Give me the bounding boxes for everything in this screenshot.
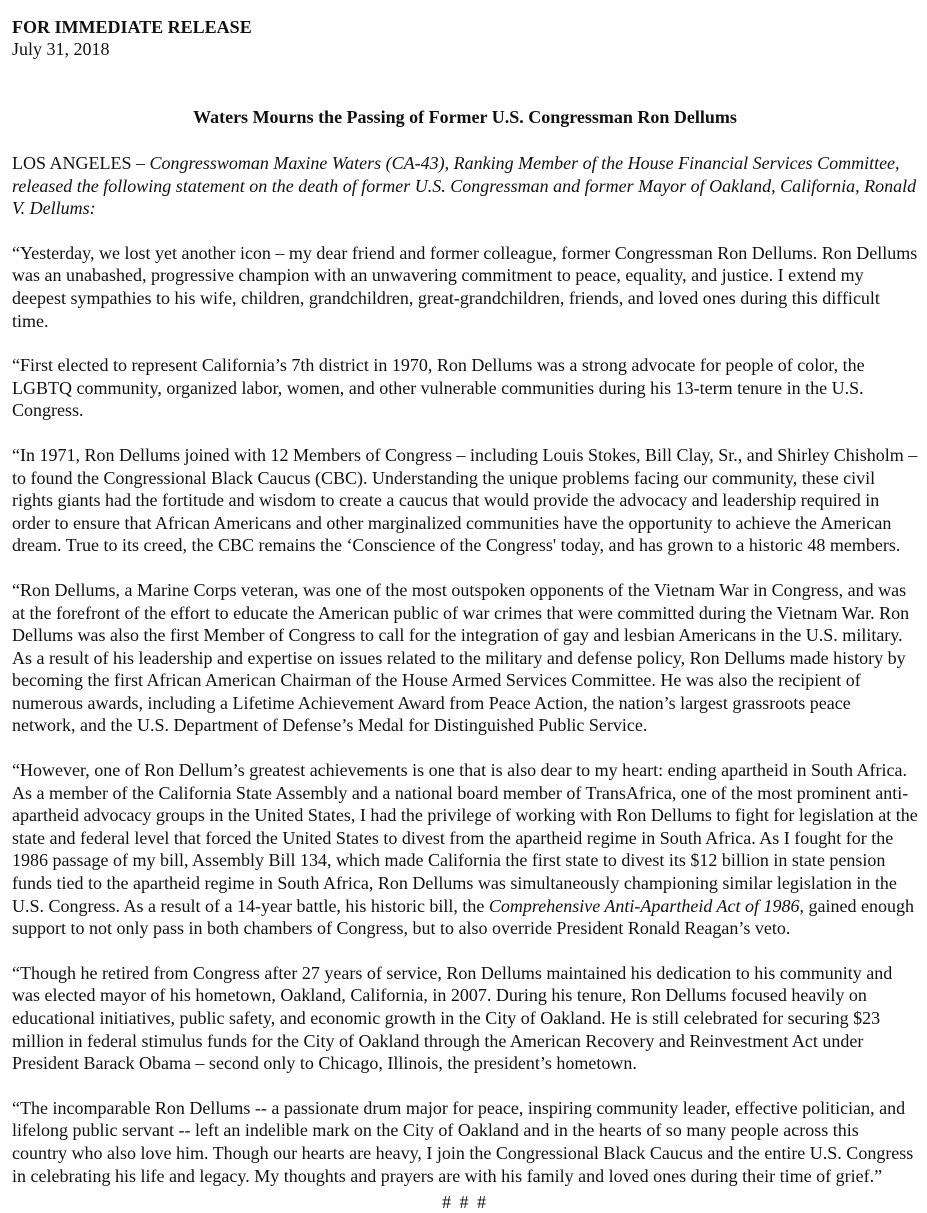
paragraph-cbc: “In 1971, Ron Dellums joined with 12 Members of Congress – including Louis Stokes, Bill Clay, Sr., and Shirley Chisholm – to found the Congressional Black Caucus (CBC). Understanding the unique problems facing our community, these civil rights giants had the fortitude and wisdom to create a caucus that would provide the advocacy and leadership required in order to ensure that African Americans and other marginalized communities have the opportunity to achieve the American dream. True to its creed, the CBC remains the ‘Conscience of the Congress' today, and has grown to a historic 48 members. [12, 444, 918, 556]
paragraph-career: “First elected to represent California’s 7th district in 1970, Ron Dellums was a strong advocate for people of color, the LGBTQ community, organized labor, women, and other vulnerable communities during his 13-term tenure in the U.S. Congress. [12, 355, 865, 421]
headline: Waters Mourns the Passing of Former U.S. Congressman Ron Dellums [193, 107, 737, 127]
lede-text: Congresswoman Maxine Waters (CA-43), Ranking Member of the House Financial Services Committee, released the following statement on the death of former U.S. Congressman and former Mayor of Oakland, California, Ronald V. Dellums: [12, 153, 917, 219]
lede-paragraph [12, 152, 918, 220]
paragraph-tribute: “Yesterday, we lost yet another icon – my dear friend and former colleague, former Congressman Ron Dellums. Ron Dellums was an unabashed, progressive champion with an unwavering commitment to peace, equality, and justice. I extend my deepest sympathies to his wife, children, grandchildren, great-grandchildren, friends, and loved ones during this difficult time. [12, 242, 918, 331]
release-date: July 31, 2018 [12, 39, 110, 59]
apartheid-text-after: , gained enough support to not only pass in both chambers of Congress, but to also override President Ronald Reagan’s veto. [12, 895, 915, 939]
end-mark: # # # [442, 1192, 488, 1213]
bill-title: Comprehensive Anti-Apartheid Act of 1986 [488, 895, 800, 916]
release-label: FOR IMMEDIATE RELEASE [12, 17, 252, 37]
apartheid-text-before: “However, one of Ron Dellum’s greatest achievements is one that is also dear to my heart: ending apartheid in South Africa. As a member of the California State Assembly and a national board member of TransAfrica, one of the most prominent anti-apartheid advocacy groups in the United States, I had the privilege of working with Ron Dellums to fight for legislation at the state and federal level that forced the United States to divest from the apartheid regime in South Africa. As I fought for the 1986 passage of my bill, Assembly Bill 134, which made California the first state to divest its $12 billion in state pension funds tied to the apartheid regime in South Africa, Ron Dellums was simultaneously championing similar legislation in the U.S. Congress. As a result of a 14-year battle, his historic bill, the [12, 760, 918, 916]
paragraph-apartheid [12, 759, 918, 940]
paragraph-military: “Ron Dellums, a Marine Corps veteran, was one of the most outspoken opponents of the Vietnam War in Congress, and was at the forefront of the effort to educate the American public of war crimes that were committed during the Vietnam War. Ron Dellums was also the first Member of Congress to call for the integration of gay and lesbian Americans in the U.S. military. As a result of his leadership and expertise on issues related to the military and defense policy, Ron Dellums made history by becoming the first African American Chairman of the House Armed Services Committee. He was also the recipient of numerous awards, including a Lifetime Achievement Award from Peace Action, the nation’s largest grassroots peace network, and the U.S. Department of Defense’s Medal for Distinguished Public Service. [12, 579, 910, 736]
dateline: LOS ANGELES – [12, 153, 150, 173]
paragraph-closing: “The incomparable Ron Dellums -- a passionate drum major for peace, inspiring community leader, effective politician, and lifelong public servant -- left an indelible mark on the City of Oakland and in the hearts of so many people across this country who also love him. Though our hearts are heavy, I join the Congressional Black Caucus and the entire U.S. Congress in celebrating his life and legacy. My thoughts and prayers are with his family and loved ones during their time of grief.” [12, 1097, 914, 1186]
press-release-page [12, 16, 918, 1213]
paragraph-mayor: “Though he retired from Congress after 27 years of service, Ron Dellums maintained his dedication to his community and was elected mayor of his hometown, Oakland, California, in 2007. During his tenure, Ron Dellums focused heavily on educational initiatives, public safety, and economic growth in the City of Oakland. He is still celebrated for securing $23 million in federal stimulus funds for the City of Oakland through the American Recovery and Reinvestment Act under President Barack Obama – second only to Chicago, Illinois, the president’s hometown. [12, 962, 893, 1074]
